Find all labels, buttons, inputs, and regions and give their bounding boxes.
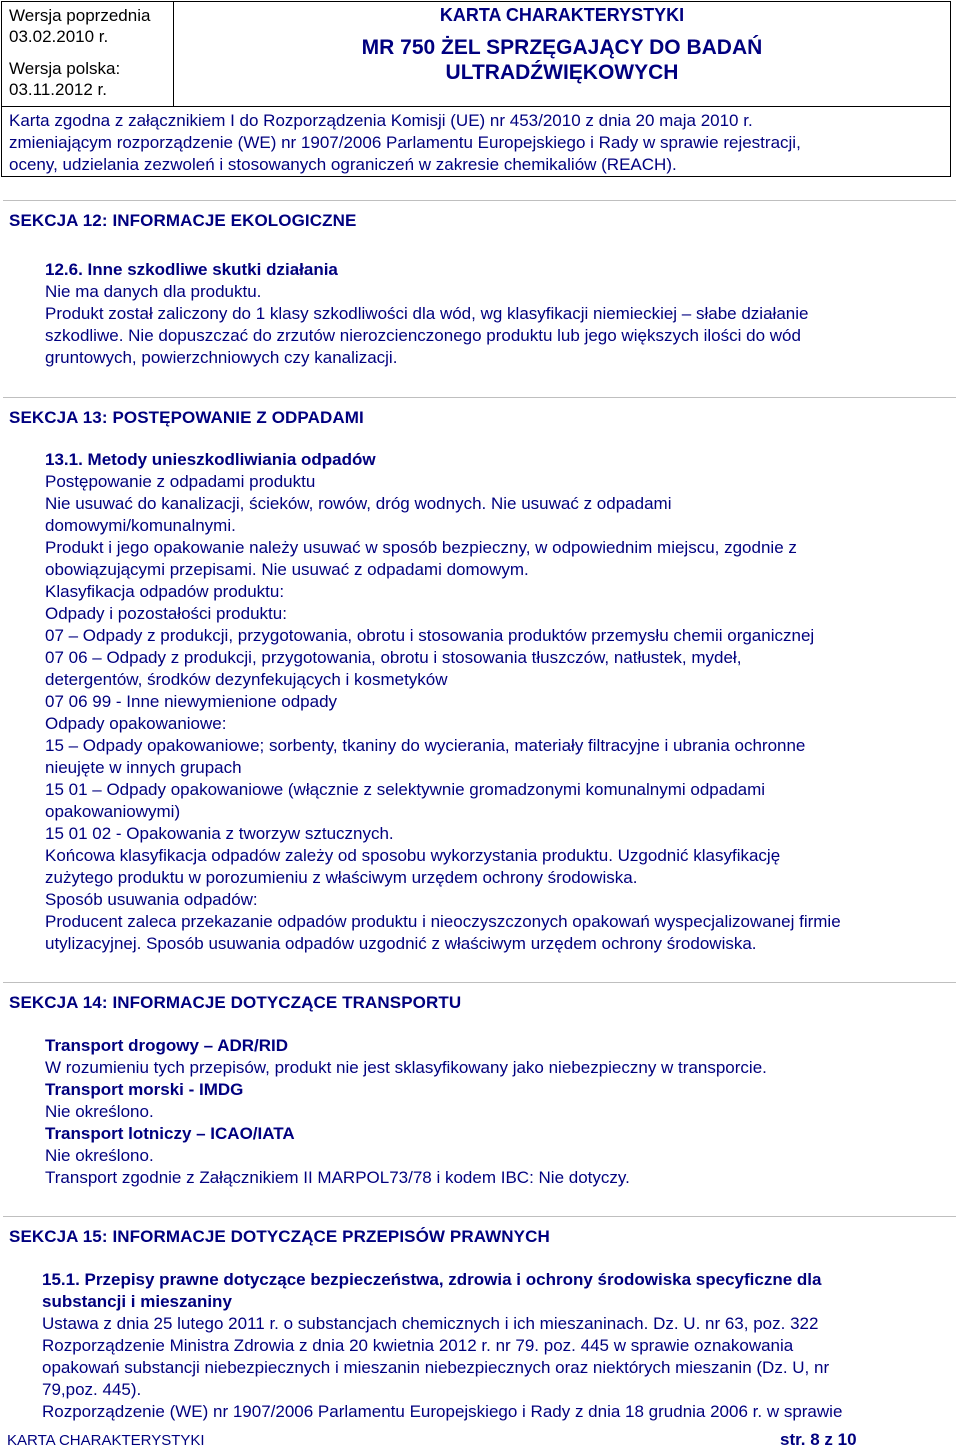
text-line: Nie usuwać do kanalizacji, ścieków, rowów, dróg wodnych. Nie usuwać z odpadami <box>45 494 672 513</box>
page-number: str. 8 z 10 <box>780 1430 857 1449</box>
text-line: utylizacyjnej. Sposób usuwania odpadów uzgodnić z właściwym urzędem ochrony środowiska. <box>45 934 757 953</box>
product-name-line-2: ULTRADŹWIĘKOWYCH <box>445 61 679 84</box>
text-line: detergentów, środków dezynfekujących i kosmetyków <box>45 670 448 689</box>
footer-doc-title: KARTA CHARAKTERYSTYKI <box>7 1432 205 1449</box>
version-prev-date: 03.02.2010 r. <box>9 27 109 46</box>
product-name-line-1: MR 750 ŻEL SPRZĘGAJĄCY DO BADAŃ <box>361 36 763 59</box>
sea-transport-text: Nie określono. <box>45 1102 154 1121</box>
section-15-title: SEKCJA 15: INFORMACJE DOTYCZĄCE PRZEPISÓW PRAWNYCH <box>3 1216 956 1254</box>
text-line: Końcowa klasyfikacja odpadów zależy od sposobu wykorzystania produktu. Uzgodnić klasyfikację <box>45 846 781 865</box>
compliance-line: zmieniającym rozporządzenie (WE) nr 1907/2006 Parlamentu Europejskiego i Rady w sprawie rejestracji, <box>9 133 801 152</box>
subsection-15-1-title-cont: substancji i mieszaniny <box>42 1292 232 1311</box>
text-line: szkodliwe. Nie dopuszczać do zrzutów nierozcienczonego produktu lub jego większych ilości do wód <box>45 326 801 345</box>
text-line: Klasyfikacja odpadów produktu: <box>45 582 285 601</box>
text-line: Rozporządzenie Ministra Zdrowia z dnia 20 kwietnia 2012 r. nr 79. poz. 445 w sprawie oznakowania <box>42 1336 794 1355</box>
section-14-body <box>45 1035 925 1189</box>
text-line: 07 06 99 - Inne niewymienione odpady <box>45 692 338 711</box>
compliance-line: Karta zgodna z załącznikiem I do Rozporządzenia Komisji (UE) nr 453/2010 z dnia 20 maja 2010 r. <box>9 111 753 130</box>
text-line: Odpady i pozostałości produktu: <box>45 604 287 623</box>
text-line: Ustawa z dnia 25 lutego 2011 r. o substancjach chemicznych i ich mieszaninach. Dz. U. nr 63, poz. 322 <box>42 1314 819 1333</box>
doc-title: KARTA CHARAKTERYSTYKI <box>439 5 685 25</box>
text-line: Produkt został zaliczony do 1 klasy szkodliwości dla wód, wg klasyfikacji niemieckiej – słabe działanie <box>45 304 809 323</box>
section-13-title: SEKCJA 13: POSTĘPOWANIE Z ODPADAMI <box>3 397 956 435</box>
text-line: Sposób usuwania odpadów: <box>45 890 258 909</box>
text-line: nieujęte w innych grupach <box>45 758 242 777</box>
marpol-text: Transport zgodnie z Załącznikiem II MARPOL73/78 i kodem IBC: Nie dotyczy. <box>45 1168 630 1187</box>
sea-transport-title: Transport morski - IMDG <box>45 1080 244 1099</box>
text-line: 79,poz. 445). <box>42 1380 142 1399</box>
subsection-12-6-title: 12.6. Inne szkodliwe skutki działania <box>45 260 338 279</box>
compliance-line: oceny, udzielania zezwoleń i stosowanych ograniczeń w zakresie chemikaliów (REACH). <box>9 155 677 174</box>
text-line: 15 01 – Odpady opakowaniowe (włącznie z selektywnie gromadzonymi komunalnymi odpadami <box>45 780 766 799</box>
section-14-title: SEKCJA 14: INFORMACJE DOTYCZĄCE TRANSPORTU <box>3 982 956 1020</box>
road-transport-title: Transport drogowy – ADR/RID <box>45 1036 289 1055</box>
version-pl-label: Wersja polska: <box>9 59 121 78</box>
text-line: Produkt i jego opakowanie należy usuwać w sposób bezpieczny, w odpowiednim miejscu, zgodnie z <box>45 538 797 557</box>
text-line: domowymi/komunalnymi. <box>45 516 236 535</box>
text-line: 07 06 – Odpady z produkcji, przygotowania, obrotu i stosowania tłuszczów, natłustek, mydeł, <box>45 648 742 667</box>
air-transport-title: Transport lotniczy – ICAO/IATA <box>45 1124 295 1143</box>
text-line: Odpady opakowaniowe: <box>45 714 227 733</box>
text-line: Nie ma danych dla produktu. <box>45 282 262 301</box>
air-transport-text: Nie określono. <box>45 1146 154 1165</box>
text-line: Producent zaleca przekazanie odpadów produktu i nieoczyszczonych opakowań wyspecjalizowanej firmie <box>45 912 841 931</box>
text-line: obowiązującymi przepisami. Nie usuwać z odpadami domowym. <box>45 560 529 579</box>
section-12-body <box>45 259 925 369</box>
subsection-15-1-title: 15.1. Przepisy prawne dotyczące bezpieczeństwa, zdrowia i ochrony środowiska specyficzne dla <box>42 1270 822 1289</box>
document-header <box>1 1 951 177</box>
road-transport-text: W rozumieniu tych przepisów, produkt nie jest sklasyfikowany jako niebezpieczny w transporcie. <box>45 1058 767 1077</box>
text-line: 15 01 02 - Opakowania z tworzyw sztucznych. <box>45 824 394 843</box>
version-pl-date: 03.11.2012 r. <box>9 80 107 99</box>
text-line: Rozporządzenie (WE) nr 1907/2006 Parlamentu Europejskiego i Rady z dnia 18 grudnia 2006 r. w sprawie <box>42 1402 843 1421</box>
text-line: gruntowych, powierzchniowych czy kanalizacji. <box>45 348 398 367</box>
section-13-body <box>45 449 925 955</box>
title-block <box>174 2 950 106</box>
text-line: zużytego produktu w porozumieniu z właściwym urzędem ochrony środowiska. <box>45 868 638 887</box>
text-line: opakowań substancji niebezpiecznych i mieszanin niebezpiecznych oraz niektórych mieszanin (Dz. U, nr <box>42 1358 830 1377</box>
subsection-13-1-title: 13.1. Metody unieszkodliwiania odpadów <box>45 450 376 469</box>
version-info <box>2 2 174 106</box>
text-line: opakowaniowymi) <box>45 802 181 821</box>
text-line: 15 – Odpady opakowaniowe; sorbenty, tkaniny do wycierania, materiały filtracyjne i ubrania ochronne <box>45 736 806 755</box>
section-15-body <box>42 1269 922 1423</box>
section-12-title: SEKCJA 12: INFORMACJE EKOLOGICZNE <box>3 200 956 238</box>
text-line: 07 – Odpady z produkcji, przygotowania, obrotu i stosowania produktów przemysłu chemii organicznej <box>45 626 815 645</box>
version-prev-label: Wersja poprzednia <box>9 6 151 25</box>
text-line: Postępowanie z odpadami produktu <box>45 472 316 491</box>
compliance-note <box>2 106 950 176</box>
